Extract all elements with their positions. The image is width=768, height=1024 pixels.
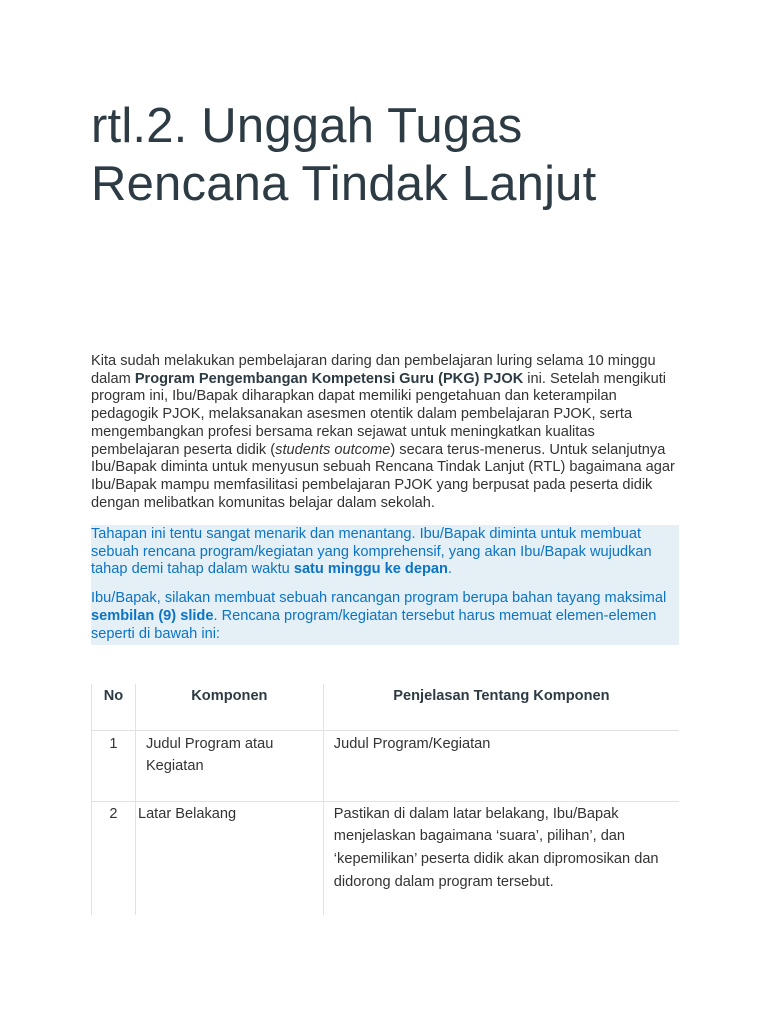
callout-p2-slide-count: sembilan (9) slide [91,607,214,624]
callout-paragraph-1 [91,526,677,579]
callout-p1-text-2: . [447,561,452,578]
intro-text-1: Kita sudah melakukan pembelajaran daring dan pembelajaran luring selama 10 minggu dalam [91,353,656,387]
table-header-row [92,684,680,730]
instruction-callout [91,525,679,645]
callout-p1-duration: satu minggu ke depan [293,561,448,578]
intro-text-3: ) secara terus-menerus. Untuk selanjutnya Ibu/Bapak diminta untuk menyusun sebuah Rencana Tindak Lanjut (RTL) bagaimana agar Ibu/Bapak mampu memfasilitasi pembelajaran PJOK yang berpusat pada peserta didik dengan melibatkan komunitas belajar dalam sekolah. [91,441,675,511]
callout-p1-text-1: Tahapan ini tentu sangat menarik dan menantang. Ibu/Bapak diminta untuk membuat sebuah rencana program/kegiatan yang komprehensif, yang akan Ibu/Bapak wujudkan tahap demi tahap dalam waktu [91,526,652,578]
program-name: Program Pengembangan Kompetensi Guru (PKG) PJOK [134,370,524,387]
intro-paragraph [91,353,679,512]
row-no: 1 [92,730,136,801]
row-penjelasan: Judul Program/Kegiatan [323,730,679,801]
header-no: No [92,684,136,730]
header-komponen: Komponen [135,684,323,730]
row-komponen: Latar Belakang [135,801,323,915]
students-outcome-term: students outcome [275,441,391,458]
callout-p2-text-1: Ibu/Bapak, silakan membuat sebuah rancangan program berupa bahan tayang maksimal [91,590,667,607]
page-title-line-1: rtl.2. Unggah Tugas [91,99,523,153]
header-penjelasan: Penjelasan Tentang Komponen [323,684,679,730]
page-title-line-2: Rencana Tindak Lanjut [91,157,597,211]
callout-p2-text-2: . Rencana program/kegiatan tersebut harus memuat elemen-elemen seperti di bawah ini: [91,607,657,642]
table-row [92,730,680,801]
callout-paragraph-2 [91,590,677,643]
row-komponen: Judul Program atau Kegiatan [135,730,323,801]
row-no: 2 [92,801,136,915]
page-title [91,97,691,213]
komponen-table [91,684,679,915]
intro-text-2: ini. Setelah mengikuti program ini, Ibu/Bapak diharapkan dapat memiliki pengetahuan dan keterampilan pedagogik PJOK, melaksanakan asesmen otentik dalam pembelajaran PJOK, serta mengembangkan profesi bersama rekan sejawat untuk meningkatkan kualitas pembelajaran peserta didik ( [91,370,667,458]
table-row [92,801,680,915]
row-penjelasan: Pastikan di dalam latar belakang, Ibu/Bapak menjelaskan bagaimana ‘suara’, pilihan’, dan ‘kepemilikan’ peserta didik akan dipromosikan dan didorong dalam program tersebut. [323,801,679,915]
